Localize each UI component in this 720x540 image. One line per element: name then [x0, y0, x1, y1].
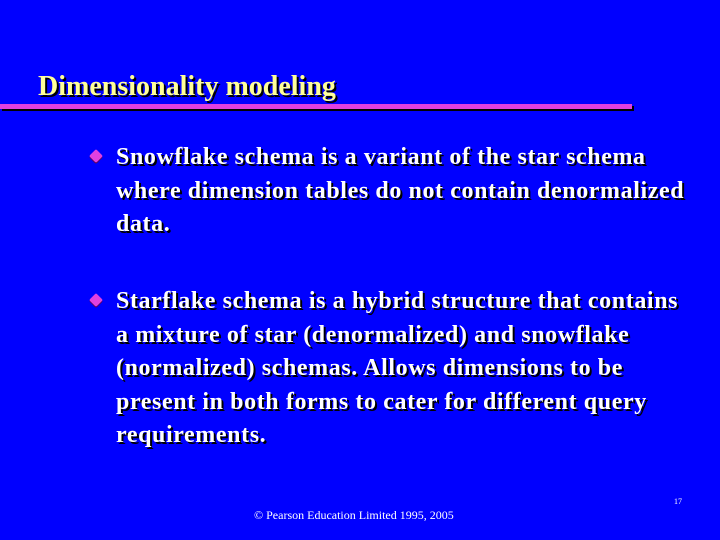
- title-underline: [0, 104, 632, 109]
- slide-title: Dimensionality modeling: [38, 71, 336, 102]
- bullet-item: [90, 285, 690, 453]
- bullet-item: [90, 141, 690, 242]
- bullet-text: Starflake schema is a hybrid structure that contains a mixture of star (denormalized) and snowflake (normalized) schemas. Allows dimensions to be present in both forms to cater for different query requirements.: [116, 288, 679, 448]
- bullet-diamond-icon: [89, 293, 103, 307]
- bullet-diamond-icon: [89, 149, 103, 163]
- bullet-text: Snowflake schema is a variant of the star schema where dimension tables do not contain denormalized data.: [116, 144, 685, 237]
- page-number: 17: [674, 497, 682, 506]
- copyright-footer: © Pearson Education Limited 1995, 2005: [254, 508, 454, 522]
